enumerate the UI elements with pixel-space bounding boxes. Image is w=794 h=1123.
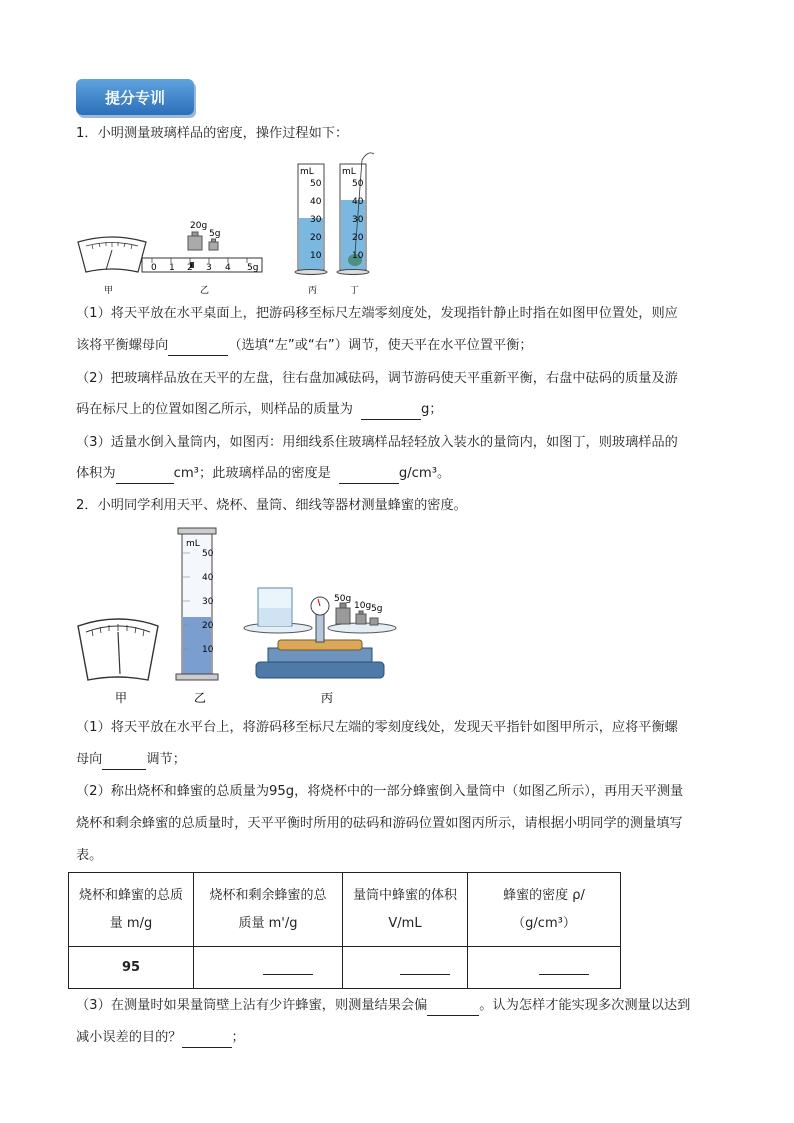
answer-blank[interactable] [427, 1002, 479, 1016]
table-header-cell: 蜂蜜的密度 ρ/ （g/cm³） [468, 873, 621, 947]
q2-figure [72, 522, 412, 708]
q2-dial-jia [78, 619, 158, 680]
weight-label: 5g [371, 604, 383, 614]
answer-blank[interactable] [339, 470, 399, 484]
table-cell[interactable] [468, 947, 621, 989]
q2-title: 2．小明同学利用天平、烧杯、量筒、细线等器材测量蜂蜜的密度。 [76, 498, 467, 513]
q2-s2-line2: 烧杯和剩余蜂蜜的总质量时，天平平衡时所用的砝码和游码位置如图丙所示，请根据小明同学的测量填写 [76, 816, 683, 831]
weight-label: 5g [209, 229, 221, 239]
honey-table [68, 872, 621, 989]
fig-label: 乙 [194, 691, 207, 705]
fig-label: 乙 [200, 286, 210, 296]
ruler-tick: 1 [169, 263, 175, 273]
q1-title: 1．小明测量玻璃样品的密度，操作过程如下： [76, 126, 349, 141]
q2-cylinder-yi [176, 528, 218, 680]
table-row [69, 947, 621, 989]
answer-blank[interactable] [116, 470, 174, 484]
q2-balance-bing [244, 588, 396, 678]
cylinder-tick: 40 [310, 197, 322, 207]
cylinder-tick: 30 [352, 215, 364, 225]
table-header-cell: 量筒中蜂蜜的体积 V/mL [343, 873, 468, 947]
ruler-tick: 2 [187, 263, 193, 273]
q1-cylinder-bing [295, 164, 327, 275]
cylinder-tick: 50 [352, 179, 364, 189]
weight-label: 20g [190, 221, 208, 231]
answer-blank[interactable] [102, 756, 146, 770]
cylinder-tick: 30 [202, 597, 214, 607]
ruler-tick: 0 [151, 263, 157, 273]
cylinder-unit: mL [342, 167, 356, 177]
fig-label: 甲 [115, 691, 128, 705]
q2-s1-line2: 母向 调节； [76, 750, 186, 770]
cylinder-tick: 20 [310, 233, 322, 243]
weight-label: 50g [334, 594, 352, 604]
q1-s2-line2: 码在标尺上的位置如图乙所示，则样品的质量为 g； [76, 400, 443, 420]
cylinder-tick: 50 [202, 549, 214, 559]
weight-label: 10g [354, 601, 372, 611]
cylinder-tick: 50 [310, 179, 322, 189]
q1-ruler-yi [142, 221, 262, 273]
q1-dial-jia [78, 237, 146, 272]
table-header-cell: 烧杯和蜂蜜的总质 量 m/g [69, 873, 194, 947]
q1-figure [72, 150, 392, 300]
cylinder-unit: mL [300, 167, 314, 177]
table-header-cell: 烧杯和剩余蜂蜜的总 质量 m'/g [194, 873, 343, 947]
q1-cylinder-ding [337, 153, 374, 275]
section-badge: 提分专训 [76, 79, 194, 115]
q2-s1-line1: （1）将天平放在水平台上，将游码移至标尺左端的零刻度线处，发现天平指针如图甲所示，应将平衡螺 [76, 720, 678, 735]
q2-s3-line1: （3）在测量时如果量筒壁上沾有少许蜂蜜，则测量结果会偏 。认为怎样才能实现多次测量以达到 [76, 996, 690, 1016]
answer-blank[interactable] [168, 342, 228, 356]
cylinder-tick: 10 [202, 645, 214, 655]
q1-s3-line2: 体积为 cm³；此玻璃样品的密度是 g/cm³。 [76, 464, 450, 484]
ruler-tick: 3 [206, 263, 212, 273]
cylinder-tick: 40 [352, 197, 364, 207]
cylinder-tick: 10 [352, 251, 364, 261]
cylinder-tick: 20 [352, 233, 364, 243]
ruler-tick: 5g [247, 263, 259, 273]
fig-label: 丁 [350, 286, 360, 296]
table-cell[interactable] [194, 947, 343, 989]
q1-s1-line1: （1）将天平放在水平桌面上，把游码移至标尺左端零刻度处，发现指针静止时指在如图甲位置处，则应 [76, 306, 678, 321]
answer-blank[interactable] [361, 406, 421, 420]
q2-s2-line3: 表。 [76, 848, 103, 863]
cylinder-unit: mL [186, 539, 200, 549]
cylinder-tick: 20 [202, 621, 214, 631]
q2-s2-line1: （2）称出烧杯和蜂蜜的总质量为95g，将烧杯中的一部分蜂蜜倒入量筒中（如图乙所示），再用天平测量 [76, 784, 684, 799]
cylinder-tick: 40 [202, 573, 214, 583]
table-cell: 95 [69, 947, 194, 989]
q1-s1-line2: 该将平衡螺母向 （选填“左”或“右”）调节，使天平在水平位置平衡； [76, 336, 533, 356]
cylinder-tick: 30 [310, 215, 322, 225]
q1-s2-line1: （2）把玻璃样品放在天平的左盘，往右盘加减砝码，调节游码使天平重新平衡，右盘中砝码的质量及游 [76, 371, 678, 386]
cylinder-tick: 10 [310, 251, 322, 261]
ruler-tick: 4 [225, 263, 231, 273]
table-header-row [69, 873, 621, 947]
table-cell[interactable] [343, 947, 468, 989]
fig-label: 甲 [104, 286, 114, 296]
q1-s3-line1: （3）适量水倒入量筒内，如图丙：用细线系住玻璃样品轻轻放入装水的量筒内，如图丁，则玻璃样品的 [76, 435, 678, 450]
answer-blank[interactable] [182, 1034, 232, 1048]
fig-label: 丙 [308, 286, 318, 296]
q2-s3-line2: 减小误差的目的？ ； [76, 1028, 245, 1048]
fig-label: 丙 [321, 691, 334, 705]
